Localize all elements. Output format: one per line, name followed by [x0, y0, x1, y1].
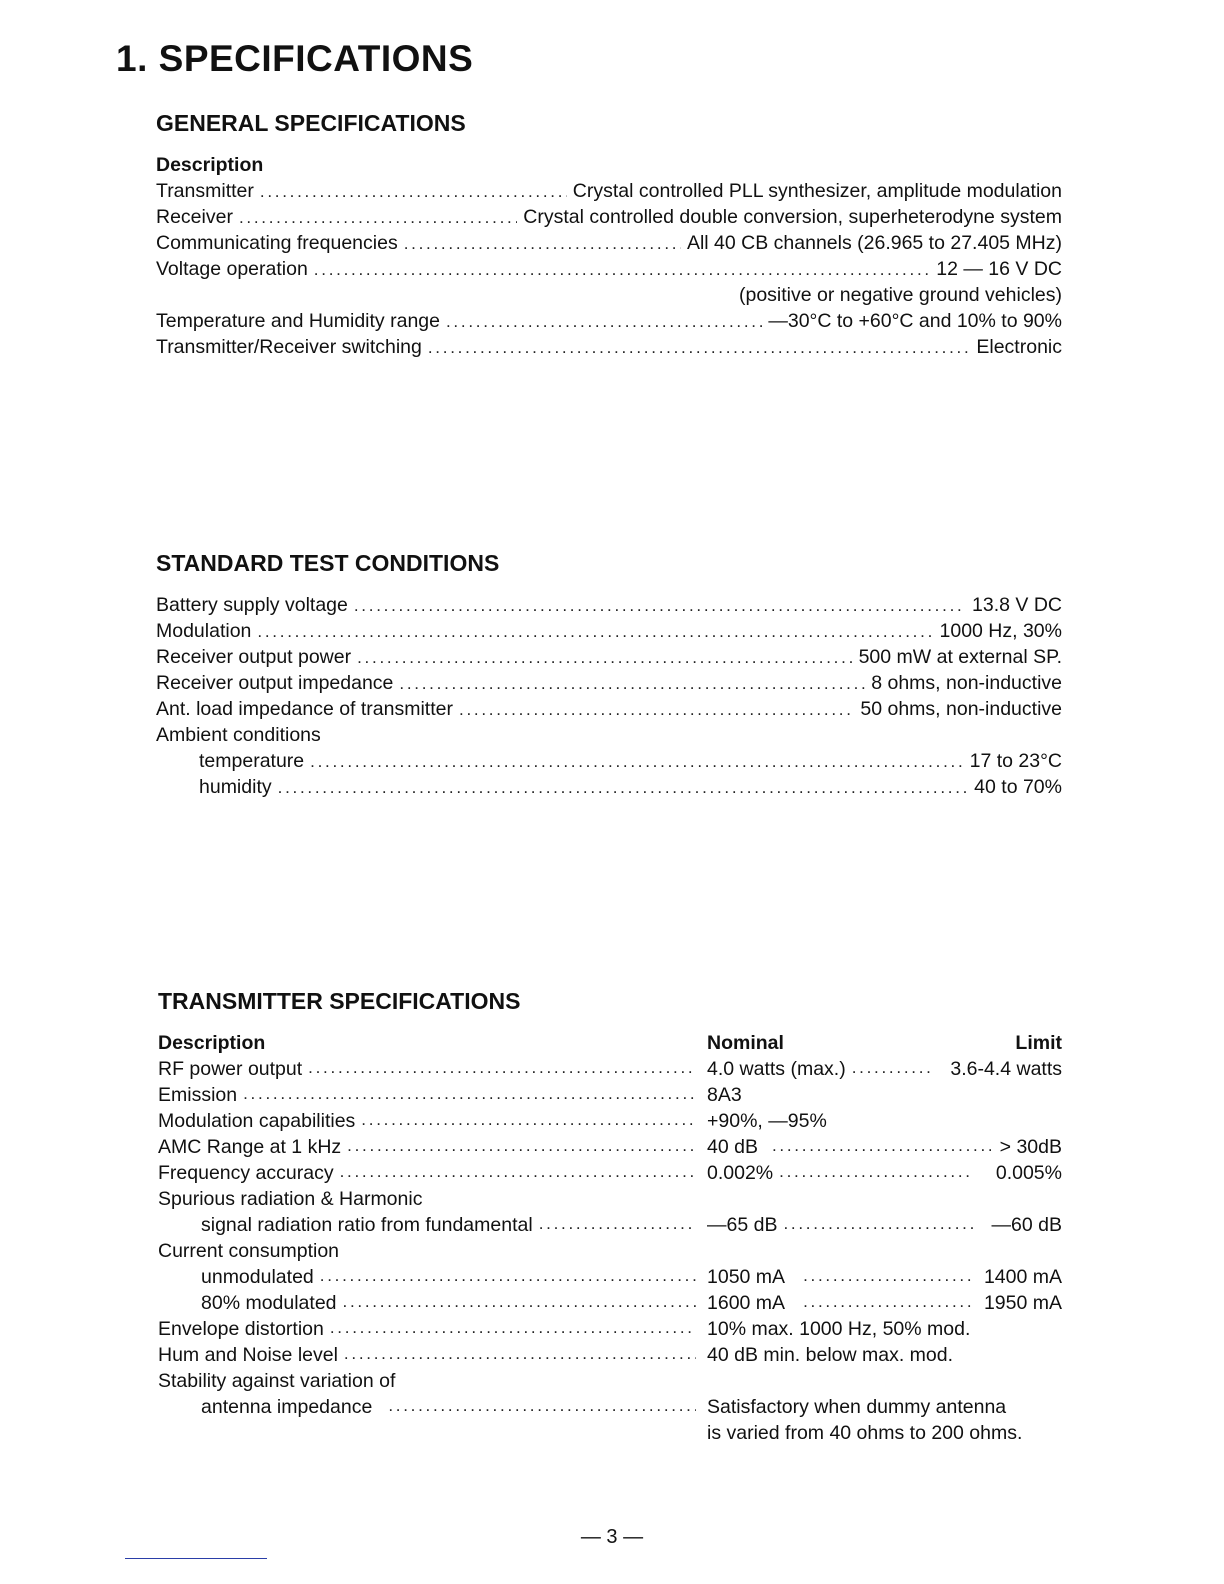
tx-label-wrap	[158, 1162, 696, 1185]
dot-leader	[852, 1058, 931, 1081]
condition-value: 8 ohms, non-inductive	[871, 672, 1062, 694]
dot-leader	[772, 1136, 991, 1159]
tx-label: unmodulated	[201, 1266, 314, 1288]
tx-label-wrap	[158, 1344, 696, 1367]
tx-label-wrap	[201, 1292, 696, 1315]
spec-value: 12 — 16 V DC	[936, 258, 1062, 280]
transmitter-row	[158, 1058, 1062, 1084]
dot-leader	[428, 338, 971, 358]
dot-leader	[388, 1396, 696, 1419]
spec-value: Electronic	[976, 336, 1062, 358]
tx-nominal-wrap	[707, 1214, 983, 1237]
limit-column-label: Limit	[1015, 1032, 1062, 1054]
tx-nominal-wrap	[707, 1136, 997, 1159]
tx-label-wrap	[201, 1266, 696, 1289]
footer-rule	[125, 1558, 267, 1559]
condition-label: Modulation	[156, 620, 252, 642]
tx-nominal: 40 dB min. below max. mod.	[707, 1344, 954, 1366]
dot-leader	[314, 260, 930, 280]
tx-nominal: 10% max. 1000 Hz, 50% mod.	[707, 1318, 971, 1340]
condition-row	[156, 750, 1062, 776]
tx-nominal: is varied from 40 ohms to 200 ohms.	[707, 1422, 1023, 1444]
condition-row	[156, 646, 1062, 672]
tx-label: Current consumption	[158, 1240, 340, 1262]
dot-leader	[779, 1162, 973, 1185]
tx-nominal-wrap	[707, 1162, 979, 1185]
tx-label: Envelope distortion	[158, 1318, 324, 1340]
spec-row	[156, 232, 1062, 258]
dot-leader	[330, 1318, 696, 1341]
tx-label-wrap	[201, 1396, 696, 1419]
dot-leader	[239, 208, 517, 228]
spec-value: All 40 CB channels (26.965 to 27.405 MHz)	[686, 232, 1062, 254]
condition-value: 40 to 70%	[974, 776, 1062, 798]
condition-row	[156, 620, 1062, 646]
tx-limit: 1950 mA	[983, 1292, 1062, 1314]
tx-nominal-wrap	[707, 1058, 937, 1081]
tx-nominal: 1600 mA	[707, 1292, 786, 1314]
tx-label-wrap	[158, 1084, 696, 1107]
transmitter-row	[158, 1344, 1062, 1370]
tx-label: RF power output	[158, 1058, 303, 1080]
spec-label: Transmitter	[156, 180, 254, 202]
transmitter-row	[158, 1292, 1062, 1318]
page-number: — 3 —	[580, 1526, 644, 1548]
tx-label-wrap	[158, 1110, 696, 1133]
spec-label: Receiver	[156, 206, 233, 228]
tx-nominal: 8A3	[707, 1084, 742, 1106]
spec-row	[156, 206, 1062, 232]
dot-leader	[404, 234, 681, 254]
spec-value: Crystal controlled PLL synthesizer, amplitude modulation	[572, 180, 1062, 202]
condition-value: 17 to 23°C	[969, 750, 1062, 772]
tx-nominal: 0.002%	[707, 1162, 774, 1184]
dot-leader	[783, 1214, 977, 1237]
transmitter-group-row	[158, 1240, 1062, 1266]
condition-value: 1000 Hz, 30%	[939, 620, 1062, 642]
spec-label: Temperature and Humidity range	[156, 310, 440, 332]
spec-row	[156, 310, 1062, 336]
dot-leader	[803, 1266, 973, 1289]
dot-leader	[539, 1214, 696, 1237]
spec-row-continuation	[156, 284, 1062, 310]
tx-nominal: —65 dB	[707, 1214, 778, 1236]
condition-label: Receiver output power	[156, 646, 352, 668]
transmitter-row	[158, 1084, 1062, 1110]
tx-nominal: 4.0 watts (max.)	[707, 1058, 846, 1080]
general-column-header	[156, 154, 1062, 180]
transmitter-specifications-section	[158, 988, 1062, 1448]
tx-label: signal radiation ratio from fundamental	[201, 1214, 533, 1236]
tx-label-wrap	[158, 1136, 696, 1159]
condition-row	[156, 672, 1062, 698]
spec-label: Transmitter/Receiver switching	[156, 336, 422, 358]
condition-value: 500 mW at external SP.	[858, 646, 1062, 668]
condition-row	[156, 698, 1062, 724]
transmitter-row	[158, 1318, 1062, 1344]
dot-leader	[354, 596, 966, 616]
dot-leader	[320, 1266, 696, 1289]
dot-leader	[361, 1110, 696, 1133]
spec-label: Voltage operation	[156, 258, 308, 280]
condition-label: Ambient conditions	[156, 724, 321, 746]
transmitter-row	[158, 1110, 1062, 1136]
spec-label: Communicating frequencies	[156, 232, 398, 254]
tx-nominal-wrap	[707, 1292, 979, 1315]
general-specifications-section	[156, 110, 1062, 362]
condition-row	[156, 594, 1062, 620]
tx-label: antenna impedance	[201, 1396, 373, 1418]
transmitter-group-row	[158, 1188, 1062, 1214]
transmitter-heading: TRANSMITTER SPECIFICATIONS	[158, 988, 521, 1014]
dot-leader	[310, 752, 964, 772]
dot-leader	[308, 1058, 696, 1081]
spec-value: Crystal controlled double conversion, superheterodyne system	[523, 206, 1062, 228]
transmitter-row	[158, 1136, 1062, 1162]
condition-label: temperature	[199, 750, 305, 772]
dot-leader	[257, 622, 933, 642]
description-column-label: Description	[158, 1032, 266, 1054]
tx-nominal: 40 dB	[707, 1136, 758, 1158]
tx-nominal: 1050 mA	[707, 1266, 786, 1288]
dot-leader	[340, 1162, 696, 1185]
tx-label: Spurious radiation & Harmonic	[158, 1188, 423, 1210]
dot-leader	[344, 1344, 696, 1367]
dot-leader	[260, 182, 567, 202]
description-label: Description	[156, 154, 264, 176]
condition-value: 50 ohms, non-inductive	[860, 698, 1062, 720]
tx-label: Emission	[158, 1084, 238, 1106]
dot-leader	[459, 700, 854, 720]
spec-value: —30°C to +60°C and 10% to 90%	[768, 310, 1062, 332]
transmitter-row	[158, 1396, 1062, 1422]
tx-label: Hum and Noise level	[158, 1344, 338, 1366]
tx-label-wrap	[158, 1318, 696, 1341]
dot-leader	[357, 648, 852, 668]
condition-label: Ant. load impedance of transmitter	[156, 698, 453, 720]
spec-row	[156, 258, 1062, 284]
tx-label-wrap	[201, 1214, 696, 1237]
nominal-column-label: Nominal	[707, 1032, 784, 1054]
tx-nominal-wrap	[707, 1266, 979, 1289]
standard-test-conditions-section	[156, 550, 1062, 802]
transmitter-row-continuation	[158, 1422, 1062, 1448]
tx-limit: 0.005%	[995, 1162, 1062, 1184]
tx-label: AMC Range at 1 kHz	[158, 1136, 342, 1158]
condition-label: Battery supply voltage	[156, 594, 348, 616]
dot-leader	[399, 674, 865, 694]
spec-value: (positive or negative ground vehicles)	[738, 284, 1062, 306]
tx-limit: 1400 mA	[983, 1266, 1062, 1288]
tx-limit: > 30dB	[999, 1136, 1062, 1158]
standard-heading: STANDARD TEST CONDITIONS	[156, 550, 500, 576]
dot-leader	[343, 1292, 696, 1315]
condition-value: 13.8 V DC	[972, 594, 1062, 616]
tx-limit: —60 dB	[991, 1214, 1062, 1236]
tx-limit: 3.6-4.4 watts	[950, 1058, 1062, 1080]
condition-row	[156, 776, 1062, 802]
dot-leader	[347, 1136, 696, 1159]
condition-group-row	[156, 724, 1062, 750]
transmitter-row	[158, 1162, 1062, 1188]
condition-label: Receiver output impedance	[156, 672, 394, 694]
tx-nominal: Satisfactory when dummy antenna	[707, 1396, 1007, 1418]
tx-label: Frequency accuracy	[158, 1162, 334, 1184]
spec-row	[156, 180, 1062, 206]
spec-row	[156, 336, 1062, 362]
dot-leader	[243, 1084, 696, 1107]
tx-label: Modulation capabilities	[158, 1110, 356, 1132]
transmitter-row	[158, 1266, 1062, 1292]
page-title: 1. SPECIFICATIONS	[116, 38, 474, 79]
general-heading: GENERAL SPECIFICATIONS	[156, 110, 466, 136]
condition-label: humidity	[199, 776, 272, 798]
transmitter-group-row	[158, 1370, 1062, 1396]
tx-label: 80% modulated	[201, 1292, 337, 1314]
tx-label: Stability against variation of	[158, 1370, 396, 1392]
transmitter-row	[158, 1214, 1062, 1240]
tx-label-wrap	[158, 1058, 696, 1081]
dot-leader	[446, 312, 762, 332]
dot-leader	[278, 778, 969, 798]
tx-nominal: +90%, —95%	[707, 1110, 827, 1132]
transmitter-column-header	[158, 1032, 1062, 1058]
dot-leader	[803, 1292, 973, 1315]
